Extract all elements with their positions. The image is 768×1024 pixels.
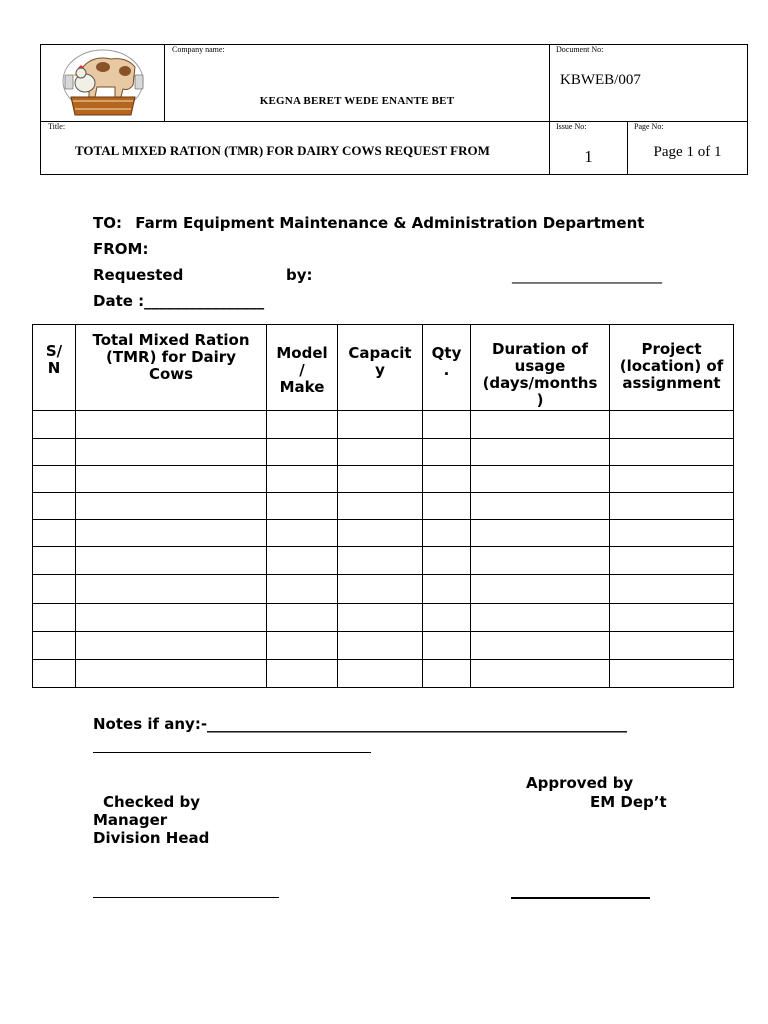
table-cell[interactable] [471,632,610,660]
to-value: Farm Equipment Maintenance & Administration Department [135,214,645,232]
approved-by-signature-line[interactable] [511,897,650,899]
table-row [33,466,734,493]
table-cell[interactable] [423,466,471,493]
company-name-label: Company name: [172,45,225,54]
table-cell[interactable] [267,520,338,547]
by-label: by: [286,266,313,284]
table-cell[interactable] [610,520,734,547]
table-cell[interactable] [610,632,734,660]
title-label: Title: [48,122,66,131]
table-row [33,520,734,547]
requested-label: Requested [93,266,184,284]
table-cell[interactable] [610,493,734,520]
requested-by-blank[interactable]: ____________________ [512,266,662,284]
logo-cell [41,45,165,122]
em-dept-label: EM Dep’t [590,793,667,811]
issue-number: 1 [584,147,593,166]
table-row [33,660,734,688]
table-cell[interactable] [471,411,610,439]
to-label: TO: [93,214,122,232]
table-cell[interactable] [610,411,734,439]
table-cell[interactable] [471,660,610,688]
issue-number-cell [550,122,628,174]
company-name: KEGNA BERET WEDE ENANTE BET [259,95,455,107]
table-cell[interactable] [423,493,471,520]
table-cell[interactable] [423,520,471,547]
table-row [33,547,734,575]
table-cell[interactable] [33,466,76,493]
notes-continuation-line [93,752,371,753]
table-cell[interactable] [76,520,267,547]
table-cell[interactable] [471,439,610,466]
table-cell[interactable] [76,411,267,439]
table-cell[interactable] [338,660,423,688]
table-cell[interactable] [76,439,267,466]
header-qty: Qty . [423,325,471,411]
table-cell[interactable] [338,493,423,520]
table-cell[interactable] [471,604,610,632]
table-cell[interactable] [267,632,338,660]
table-cell[interactable] [76,547,267,575]
table-cell[interactable] [33,520,76,547]
table-cell[interactable] [610,439,734,466]
table-cell[interactable] [423,604,471,632]
table-cell[interactable] [471,575,610,604]
header-project: Project (location) of assignment [610,325,734,411]
table-cell[interactable] [267,575,338,604]
table-cell[interactable] [471,466,610,493]
company-logo [41,45,165,122]
request-table [32,324,734,688]
table-cell[interactable] [338,411,423,439]
table-cell[interactable] [338,575,423,604]
page-number-label: Page No: [634,122,664,131]
table-cell[interactable] [338,439,423,466]
table-cell[interactable] [267,439,338,466]
header-tmr: Total Mixed Ration (TMR) for Dairy Cows [76,325,267,411]
division-head-label: Division Head [93,829,210,847]
table-cell[interactable] [76,575,267,604]
checked-by-label: Checked by [103,793,200,811]
date-field[interactable]: Date :________________ [93,292,265,310]
table-cell[interactable] [267,547,338,575]
header-capacity: Capacit y [338,325,423,411]
table-row [33,575,734,604]
table-cell[interactable] [33,493,76,520]
table-cell[interactable] [76,604,267,632]
page-number-cell [628,122,747,174]
table-cell[interactable] [338,604,423,632]
header-model-make: Model / Make [267,325,338,411]
table-cell[interactable] [33,439,76,466]
document-number-label: Document No: [556,45,604,54]
header-sn: S/ N [33,325,76,411]
table-cell[interactable] [423,439,471,466]
table-row [33,604,734,632]
table-cell[interactable] [33,411,76,439]
table-cell[interactable] [338,632,423,660]
table-cell[interactable] [267,493,338,520]
table-cell[interactable] [76,493,267,520]
table-cell[interactable] [267,604,338,632]
document-number-cell [550,45,747,122]
table-cell[interactable] [267,466,338,493]
document-title: TOTAL MIXED RATION (TMR) FOR DAIRY COWS REQUEST FROM [75,143,490,158]
manager-label: Manager [93,811,168,829]
table-cell[interactable] [610,466,734,493]
document-number: KBWEB/007 [560,72,641,88]
table-cell[interactable] [423,660,471,688]
approved-by-label: Approved by [526,774,634,792]
header-duration: Duration of usage (days/months ) [471,325,610,411]
table-cell[interactable] [76,466,267,493]
table-cell[interactable] [267,660,338,688]
table-cell[interactable] [33,547,76,575]
table-cell[interactable] [471,520,610,547]
table-cell[interactable] [33,632,76,660]
company-cell [165,45,550,122]
issue-number-label: Issue No: [556,122,587,131]
to-line [93,214,644,232]
table-row [33,493,734,520]
table-cell[interactable] [471,493,610,520]
table-cell[interactable] [610,547,734,575]
table-cell[interactable] [610,660,734,688]
table-cell[interactable] [33,575,76,604]
table-cell[interactable] [610,604,734,632]
table-cell[interactable] [610,575,734,604]
table-cell[interactable] [423,411,471,439]
title-cell [41,122,550,174]
table-cell[interactable] [76,632,267,660]
table-header-row [33,325,734,411]
table-cell[interactable] [338,520,423,547]
table-row [33,439,734,466]
from-label: FROM: [93,240,149,258]
table-body [33,411,734,688]
table-cell[interactable] [423,632,471,660]
table-cell[interactable] [423,547,471,575]
table-cell[interactable] [76,660,267,688]
table-cell[interactable] [33,660,76,688]
table-cell[interactable] [471,547,610,575]
notes-field[interactable]: Notes if any:-________________________________________________________ [93,715,628,733]
page-number: Page 1 of 1 [653,144,722,160]
checked-by-signature-line[interactable] [93,897,279,898]
table-cell[interactable] [423,575,471,604]
table-row [33,411,734,439]
table-cell[interactable] [33,604,76,632]
table-cell[interactable] [338,466,423,493]
table-row [33,632,734,660]
document-header [40,44,748,175]
table-cell[interactable] [267,411,338,439]
table-cell[interactable] [338,547,423,575]
